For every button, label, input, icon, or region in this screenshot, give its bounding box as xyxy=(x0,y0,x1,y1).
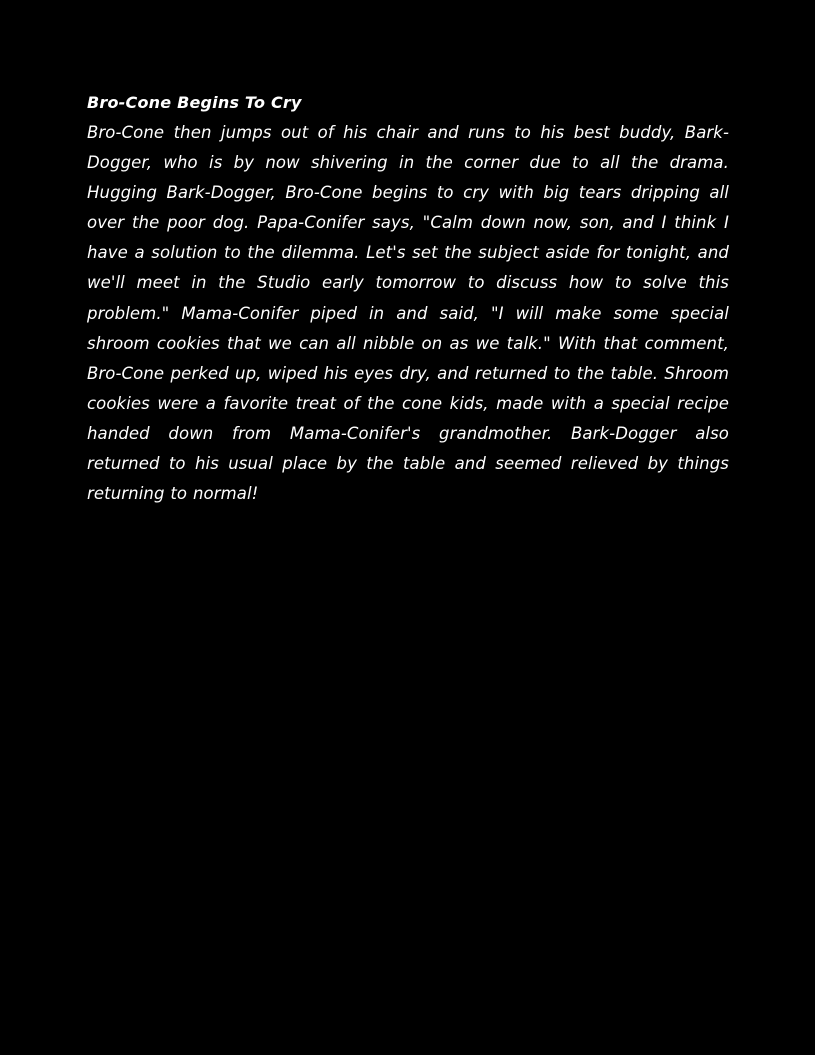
chapter-content xyxy=(87,88,729,509)
chapter-title: Bro-Cone Begins To Cry xyxy=(87,93,302,112)
chapter-body-paragraph: Bro-Cone then jumps out of his chair and runs to his best buddy, Bark-Dogger, who is by now shivering in the corner due to all the drama. Hugging Bark-Dogger, Bro-Cone begins to cry with big tears dripping all over the poor dog. Papa-Conifer says, "Calm down now, son, and I think I have a solution to the dilemma. Let's set the subject aside for tonight, and we'll meet in the Studio early tomorrow to discuss how to solve this problem." Mama-Conifer piped in and said, "I will make some special shroom cookies that we can all nibble on as we talk." With that comment, Bro-Cone perked up, wiped his eyes dry, and returned to the table. Shroom cookies were a favorite treat of the cone kids, made with a special recipe handed down from Mama-Conifer's grandmother. Bark-Dogger also returned to his usual place by the table and seemed relieved by things returning to normal! xyxy=(87,123,729,504)
